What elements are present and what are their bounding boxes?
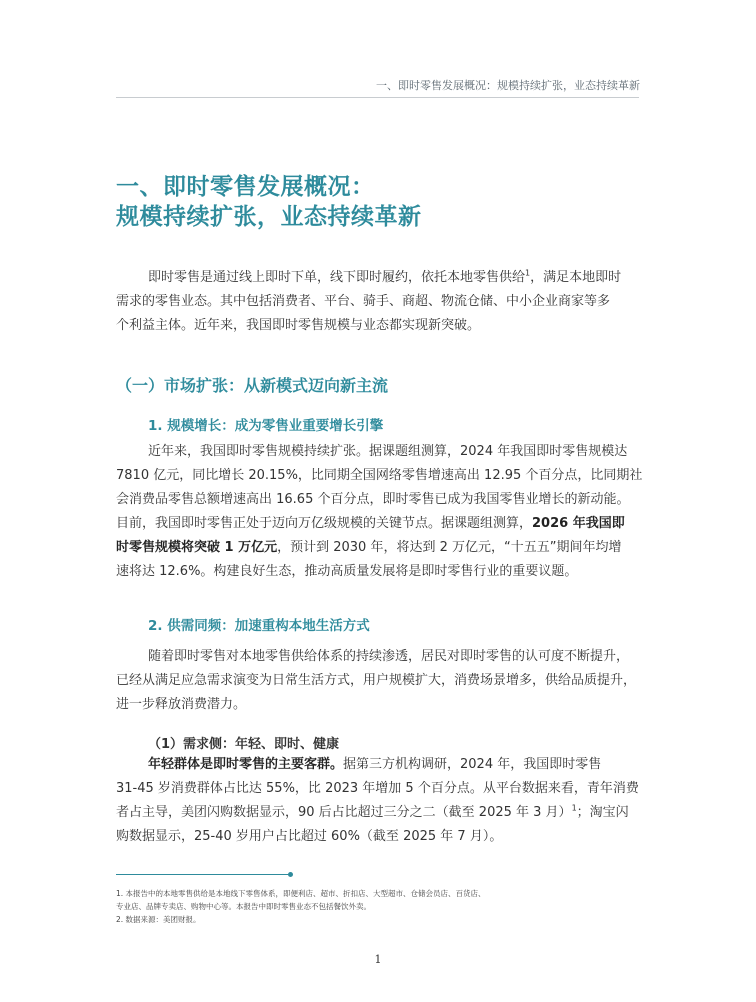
demand-text-1b: 据第三方机构调研，2024 年，我国即时零售	[343, 757, 602, 772]
intro-line-2: 需求的零售业态。其中包括消费者、平台、骑手、商超、物流仓储、中小企业商家等多	[116, 294, 611, 309]
footnotes	[116, 887, 486, 926]
footnote-2: 2. 数据来源：美团财报。	[116, 915, 201, 924]
scale-bold-5: 时零售规模将突破 1 万亿元	[116, 540, 278, 555]
page-title	[116, 172, 422, 232]
footnote-ref-1[interactable]: 1	[525, 268, 531, 278]
demand-line-1	[116, 753, 639, 777]
subsection-heading-supply-demand: 2. 供需同频：加速重构本地生活方式	[148, 618, 370, 634]
scale-line-1: 近年来，我国即时零售规模持续扩张。据课题组测算，2024 年我国即时零售规模达	[148, 444, 628, 459]
scale-line-3: 会消费品零售总额增速高出 16.65 个百分点，即时零售已成为我国零售业增长的新动能。	[116, 492, 630, 507]
demand-text-3a: 者占主导，美团闪购数据显示，90 后占比超过三分之二（截至 2025 年 3 月）	[116, 805, 572, 820]
page-title-line-2: 规模持续扩张，业态持续革新	[116, 204, 422, 230]
footnote-1-line-1: 1. 本报告中的本地零售供给是本地线下零售体系，即便利店、超市、折扣店、大型超市、仓储会员店、百货店、	[116, 889, 486, 898]
scale-text-5b: ，预计到 2030 年，将达到 2 万亿元，“十五五”期间年均增	[277, 540, 622, 555]
footnote-1-line-2: 专业店、品牌专卖店、购物中心等。本报告中即时零售业态不包括餐饮外卖。	[116, 902, 371, 911]
demand-line-4: 购数据显示，25-40 岁用户占比超过 60%（截至 2025 年 7 月）。	[116, 829, 503, 844]
demand-bold-1: 年轻群体是即时零售的主要客群。	[148, 757, 344, 772]
demand-line-2: 31-45 岁消费群体占比达 55%，比 2023 年增加 5 个百分点。从平台数据来看，青年消费	[116, 781, 639, 796]
intro-text-1b: ，满足本地即时	[530, 270, 622, 285]
demand-side-paragraph	[116, 753, 639, 849]
scale-bold-4: 2026 年我国即	[532, 516, 625, 531]
intro-line-3: 个利益主体。近年来，我国即时零售规模与业态都实现新突破。	[116, 318, 481, 333]
scale-line-4	[116, 512, 639, 536]
demand-text-3b: ；淘宝闪	[576, 805, 629, 820]
intro-line-1	[116, 266, 639, 290]
running-header-title: 一、即时零售发展概况：规模持续扩张，业态持续革新	[376, 79, 640, 92]
supply-line-2: 已经从满足应急需求演变为日常生活方式，用户规模扩大，消费场景增多，供给品质提升，	[116, 673, 637, 688]
demand-line-3	[116, 801, 639, 825]
section-heading-market-expansion: （一）市场扩张：从新模式迈向新主流	[116, 376, 389, 395]
supply-line-1: 随着即时零售对本地零售供给体系的持续渗透，居民对即时零售的认可度不断提升，	[148, 649, 630, 664]
footnote-ref-1b[interactable]: 1	[571, 803, 577, 813]
scale-line-2: 7810 亿元，同比增长 20.15%，比同期全国网络零售增速高出 12.95 个百分点，比同期社	[116, 468, 643, 483]
scale-line-6: 速将达 12.6%。构建良好生态，推动高质量发展将是即时零售行业的重要议题。	[116, 564, 578, 579]
intro-text-1a: 即时零售是通过线上即时下单，线下即时履约，依托本地零售供给	[148, 270, 526, 285]
scale-line-5	[116, 536, 639, 560]
page-title-line-1: 一、即时零售发展概况：	[116, 174, 375, 200]
header-divider	[116, 97, 639, 98]
scale-text-4a: 目前，我国即时零售正处于迈向万亿级规模的关键节点。据课题组测算，	[116, 516, 533, 531]
supply-demand-paragraph	[116, 645, 639, 717]
page-number: 1	[374, 953, 382, 966]
scale-growth-paragraph	[116, 440, 643, 584]
subsection-heading-scale-growth: 1. 规模增长：成为零售业重要增长引擎	[148, 418, 384, 434]
footnote-divider	[116, 874, 290, 875]
demand-side-heading: （1）需求侧：年轻、即时、健康	[148, 737, 340, 752]
supply-line-3: 进一步释放消费潜力。	[116, 697, 247, 712]
intro-paragraph	[116, 266, 639, 338]
